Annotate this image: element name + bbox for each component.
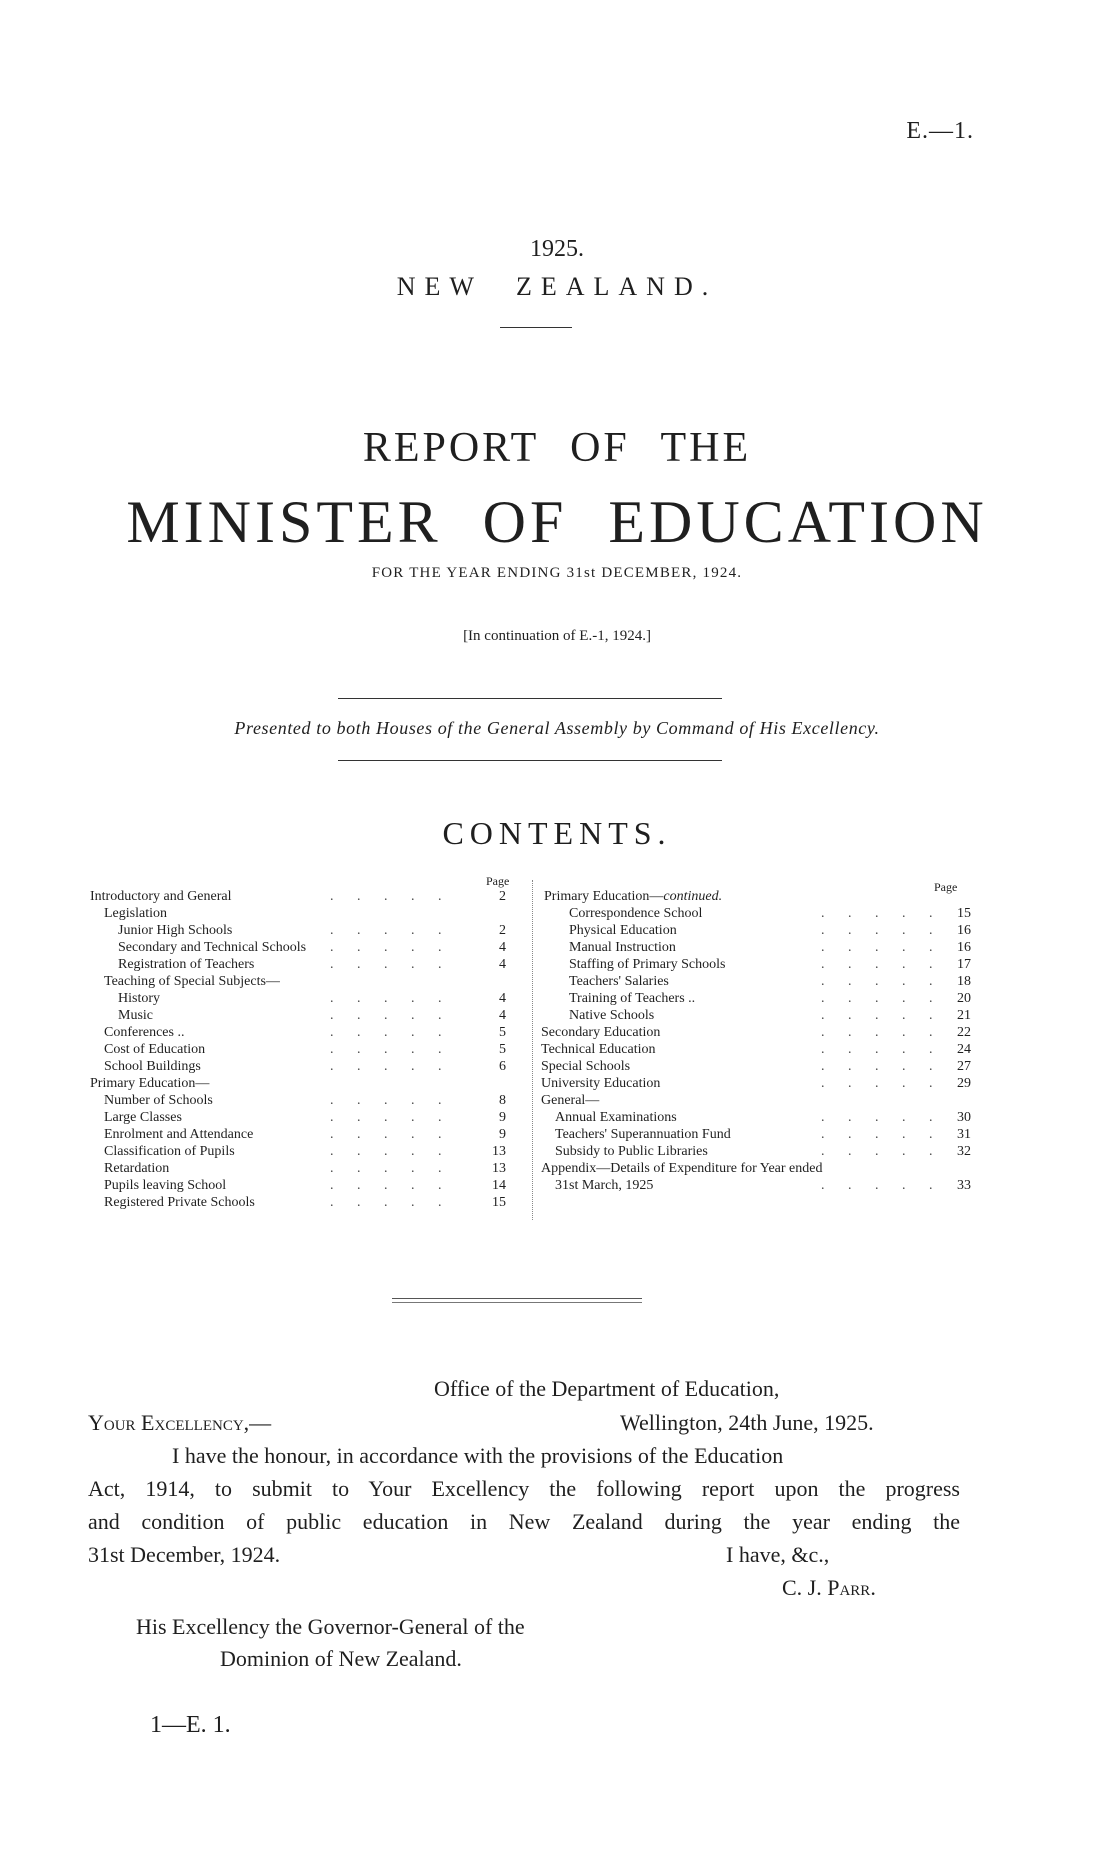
toc-label: Teaching of Special Subjects— [104, 974, 280, 989]
toc-entry [104, 1126, 253, 1143]
toc-entry [118, 956, 254, 973]
toc-page-number: 33 [957, 1178, 971, 1193]
toc-label: School Buildings [104, 1059, 201, 1074]
toc-page-number: 13 [492, 1144, 506, 1159]
toc-entry [569, 1007, 654, 1024]
toc-entry [104, 1177, 226, 1194]
toc-entry [569, 905, 702, 922]
toc-leader-dots: . . . . . [821, 1144, 943, 1159]
divider [338, 698, 722, 699]
toc-leader-dots: . . . . . [821, 1042, 943, 1057]
toc-label: Registration of Teachers [118, 957, 255, 972]
toc-leader-dots: . . . . . [821, 991, 943, 1006]
toc-entry [90, 1075, 209, 1092]
toc-label: Music [118, 1008, 153, 1023]
toc-label-italic: continued. [663, 889, 723, 904]
toc-label: Number of Schools [104, 1093, 213, 1108]
toc-entry [104, 1058, 201, 1075]
toc-page-number: 16 [957, 940, 971, 955]
toc-page-number: 13 [492, 1161, 506, 1176]
toc-label: Native Schools [569, 1008, 655, 1023]
toc-leader-dots: . . . . . [821, 974, 943, 989]
toc-page-number: 2 [499, 923, 506, 938]
toc-entry [118, 922, 232, 939]
toc-leader-dots: . . . . . [821, 1025, 943, 1040]
toc-entry [555, 1109, 677, 1126]
toc-leader-dots: . . . . . [821, 1076, 943, 1091]
toc-page-number: 24 [957, 1042, 971, 1057]
toc-leader-dots: . . . . . [330, 957, 452, 972]
toc-label: General— [541, 1093, 600, 1108]
presented-line: Presented to both Houses of the General Assembly by Command of His Excellency. [234, 718, 880, 738]
toc-entry [541, 1092, 599, 1109]
document-code: E.—1. [906, 118, 974, 144]
toc-leader-dots: . . . . . [821, 1008, 943, 1023]
toc-page-number: 4 [499, 957, 506, 972]
toc-leader-dots: . . . . . [821, 923, 943, 938]
toc-page-number: 4 [499, 991, 506, 1006]
divider [338, 760, 722, 761]
toc-label: Introductory and General [90, 889, 232, 904]
toc-page-number: 15 [492, 1195, 506, 1210]
toc-entry [104, 1109, 182, 1126]
toc-leader-dots: . . . . . [330, 1178, 452, 1193]
toc-entry [104, 1024, 184, 1041]
toc-entry [569, 956, 725, 973]
toc-entry [104, 1092, 213, 1109]
toc-leader-dots: . . . . . [330, 889, 452, 904]
toc-entry [104, 1160, 169, 1177]
toc-page-number: 27 [957, 1059, 971, 1074]
letter-body-line: Act, 1914, to submit to Your Excellency the following report upon the progress [88, 1476, 960, 1501]
toc-entry [541, 1075, 660, 1092]
toc-label: Large Classes [104, 1110, 182, 1125]
page-column-header-right: Page [934, 880, 958, 894]
toc-entry [90, 888, 232, 905]
letter-addressee-line: His Excellency the Governor-General of the [136, 1614, 525, 1639]
toc-page-number: 30 [957, 1110, 971, 1125]
toc-page-number: 6 [499, 1059, 506, 1074]
toc-leader-dots: . . . . . [330, 1008, 452, 1023]
divider [392, 1298, 642, 1299]
letter-body-line: 31st December, 1924. [88, 1542, 281, 1567]
toc-page-number: 2 [499, 889, 506, 904]
letter-closing: I have, &c., [726, 1542, 830, 1567]
toc-page-number: 21 [957, 1008, 971, 1023]
toc-label: Retardation [104, 1161, 170, 1176]
toc-label: Staffing of Primary Schools [569, 957, 726, 972]
toc-entry [104, 1143, 235, 1160]
letter-salutation: Your Excellency,— [88, 1410, 272, 1435]
toc-entry [555, 1126, 731, 1143]
toc-label: Conferences .. [104, 1025, 185, 1040]
toc-leader-dots: . . . . . [330, 1127, 452, 1142]
toc-page-number: 22 [957, 1025, 971, 1040]
toc-page-number: 15 [957, 906, 971, 921]
toc-page-number: 5 [499, 1042, 506, 1057]
country-heading: NEW ZEALAND. [396, 272, 718, 301]
letter-addressee-line: Dominion of New Zealand. [220, 1646, 462, 1671]
continuation-note: [In continuation of E.-1, 1924.] [463, 628, 651, 644]
toc-entry [118, 1007, 153, 1024]
toc-leader-dots: . . . . . [821, 1059, 943, 1074]
toc-entry [569, 939, 676, 956]
toc-label: Enrolment and Attendance [104, 1127, 254, 1142]
contents-left-column [90, 888, 520, 1218]
toc-leader-dots: . . . . . [330, 1042, 452, 1057]
toc-label: Classification of Pupils [104, 1144, 235, 1159]
toc-label: Special Schools [541, 1059, 631, 1074]
toc-label: Manual Instruction [569, 940, 676, 955]
toc-page-number: 29 [957, 1076, 971, 1091]
toc-leader-dots: . . . . . [821, 1178, 943, 1193]
letter-body-line: and condition of public education in New Zealand during the year ending the [88, 1509, 960, 1534]
toc-leader-dots: . . . . . [330, 1144, 452, 1159]
letter-place-date: Wellington, 24th June, 1925. [620, 1410, 874, 1435]
toc-page-number: 8 [499, 1093, 506, 1108]
toc-label: Correspondence School [569, 906, 703, 921]
toc-leader-dots: . . . . . [330, 1110, 452, 1125]
toc-leader-dots: . . . . . [330, 991, 452, 1006]
divider [500, 327, 572, 328]
toc-page-number: 31 [957, 1127, 971, 1142]
letter-signature: C. J. Parr. [782, 1575, 876, 1600]
title-line-2: MINISTER OF EDUCATION [126, 489, 988, 555]
toc-entry [118, 990, 160, 1007]
toc-label: Primary Education— [544, 889, 664, 904]
toc-label: Training of Teachers .. [569, 991, 696, 1006]
column-separator [532, 880, 533, 1220]
toc-label: History [118, 991, 160, 1006]
toc-page-number: 4 [499, 940, 506, 955]
toc-entry [104, 1041, 205, 1058]
toc-page-number: 16 [957, 923, 971, 938]
toc-leader-dots: . . . . . [330, 940, 452, 955]
contents-heading: CONTENTS. [442, 815, 672, 851]
toc-entry [569, 990, 695, 1007]
toc-entry [555, 1177, 653, 1194]
toc-label: Annual Examinations [555, 1110, 677, 1125]
toc-entry [569, 922, 677, 939]
toc-page-number: 4 [499, 1008, 506, 1023]
subtitle: FOR THE YEAR ENDING 31st DECEMBER, 1924. [371, 565, 743, 581]
toc-leader-dots: . . . . . [330, 1025, 452, 1040]
toc-leader-dots: . . . . . [821, 906, 943, 921]
toc-label: Junior High Schools [118, 923, 233, 938]
toc-label: Physical Education [569, 923, 677, 938]
toc-label: Primary Education— [90, 1076, 210, 1091]
toc-label: Teachers' Salaries [569, 974, 669, 989]
toc-label: Cost of Education [104, 1042, 206, 1057]
toc-leader-dots: . . . . . [821, 1127, 943, 1142]
toc-label: University Education [541, 1076, 661, 1091]
toc-entry [118, 939, 306, 956]
toc-label: Subsidy to Public Libraries [555, 1144, 708, 1159]
toc-entry [541, 1160, 822, 1177]
toc-leader-dots: . . . . . [330, 1059, 452, 1074]
toc-page-number: 18 [957, 974, 971, 989]
year: 1925. [530, 236, 584, 262]
toc-label: 31st March, 1925 [555, 1178, 654, 1193]
toc-page-number: 32 [957, 1144, 971, 1159]
toc-page-number: 14 [492, 1178, 506, 1193]
toc-page-number: 20 [957, 991, 971, 1006]
page-column-header-left: Page [486, 874, 510, 888]
letter-body-line: I have the honour, in accordance with the provisions of the Education [172, 1443, 784, 1468]
toc-label: Legislation [104, 906, 167, 921]
toc-leader-dots: . . . . . [821, 957, 943, 972]
toc-label: Secondary Education [541, 1025, 661, 1040]
toc-entry [541, 1024, 660, 1041]
toc-label: Secondary and Technical Schools [118, 940, 307, 955]
toc-leader-dots: . . . . . [821, 940, 943, 955]
toc-page-number: 5 [499, 1025, 506, 1040]
toc-page-number: 17 [957, 957, 971, 972]
toc-page-number: 9 [499, 1127, 506, 1142]
toc-entry [541, 1041, 655, 1058]
toc-label: Pupils leaving School [104, 1178, 227, 1193]
toc-entry [104, 905, 167, 922]
toc-entry [569, 973, 669, 990]
toc-label: Registered Private Schools [104, 1195, 255, 1210]
toc-leader-dots: . . . . . [330, 923, 452, 938]
toc-label: Technical Education [541, 1042, 656, 1057]
toc-page-number: 9 [499, 1110, 506, 1125]
toc-entry [104, 973, 280, 990]
toc-entry [544, 888, 722, 905]
footer-reference: 1—E. 1. [150, 1712, 231, 1738]
toc-leader-dots: . . . . . [330, 1093, 452, 1108]
contents-right-column [541, 888, 971, 1218]
toc-entry [541, 1058, 630, 1075]
toc-entry [555, 1143, 708, 1160]
title-line-1: REPORT OF THE [362, 425, 752, 471]
divider [392, 1302, 642, 1303]
toc-label: Appendix—Details of Expenditure for Year ended [541, 1161, 823, 1176]
toc-leader-dots: . . . . . [330, 1195, 452, 1210]
toc-label: Teachers' Superannuation Fund [555, 1127, 731, 1142]
letter-office: Office of the Department of Education, [434, 1376, 780, 1401]
toc-entry [104, 1194, 255, 1211]
toc-leader-dots: . . . . . [821, 1110, 943, 1125]
toc-leader-dots: . . . . . [330, 1161, 452, 1176]
